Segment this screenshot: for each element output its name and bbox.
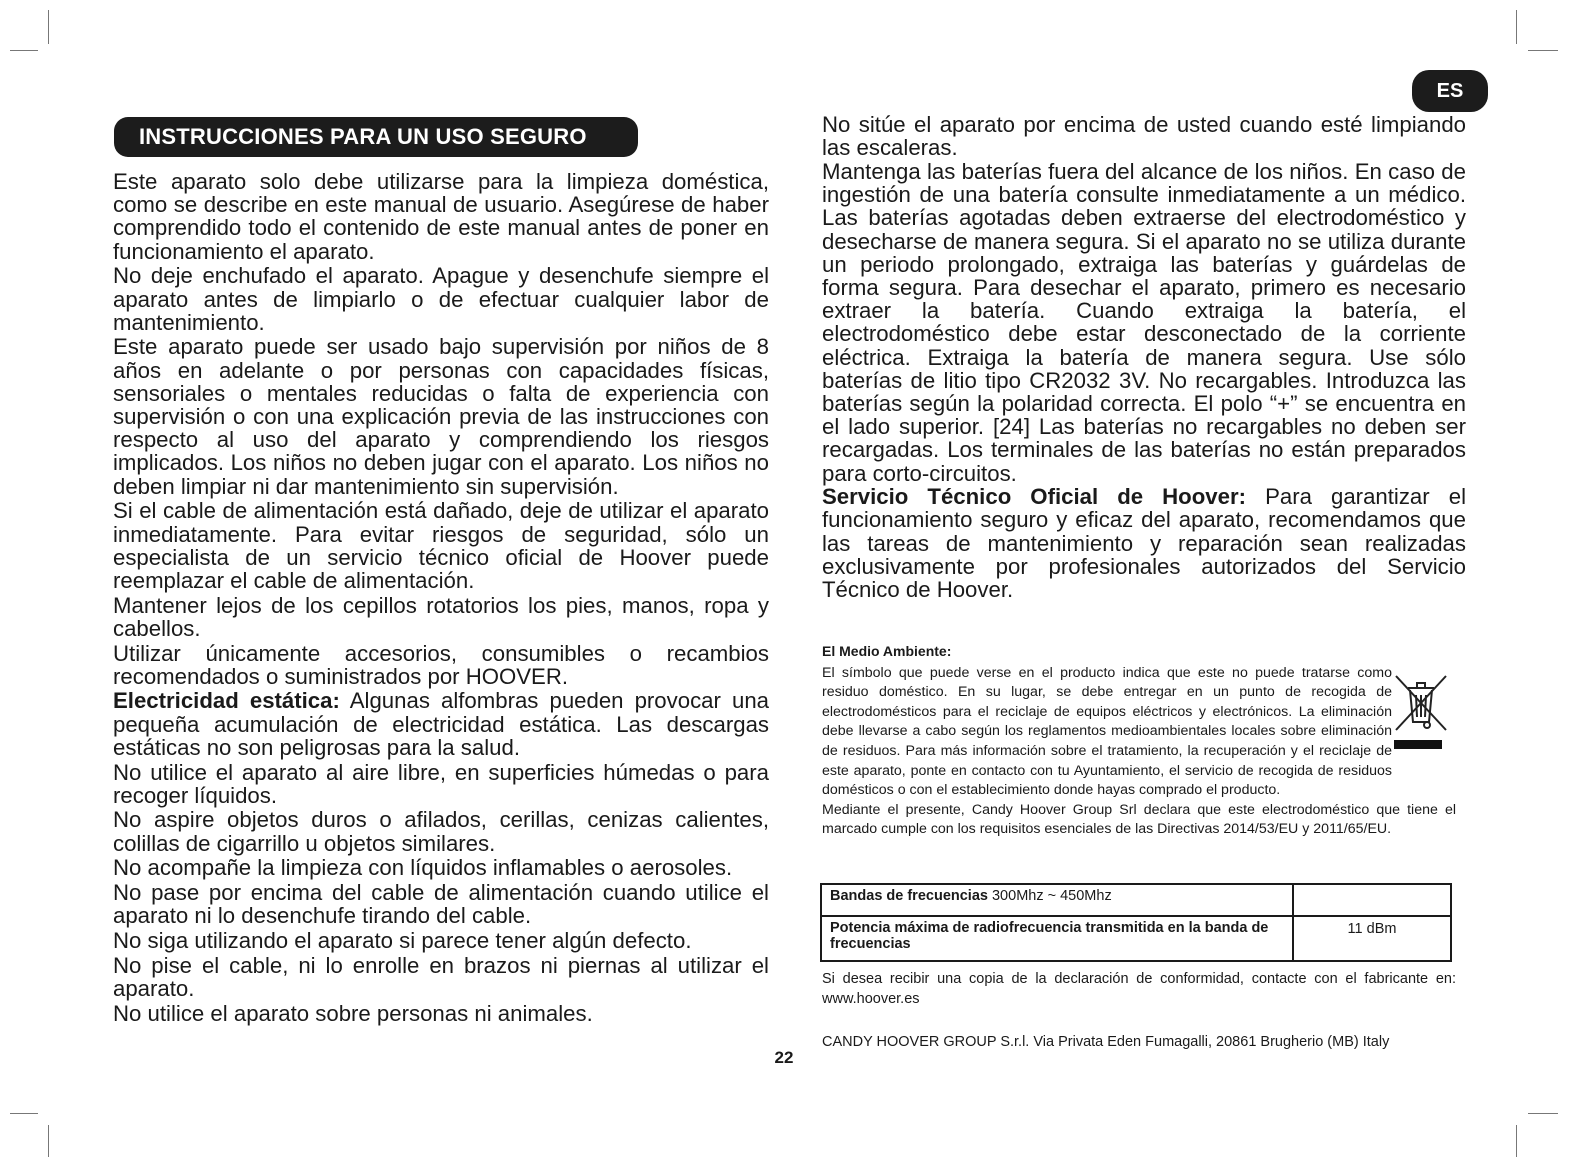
static-electricity-label: Electricidad estática: xyxy=(113,688,340,714)
paragraph: No acompañe la limpieza con líquidos inflamables o aerosoles. xyxy=(113,855,733,881)
paragraph: No pase por encima del cable de alimentación cuando utilice el aparato ni lo desenchufe tirando del cable. xyxy=(113,880,769,929)
right-column xyxy=(822,113,1466,602)
service-paragraph xyxy=(822,485,1466,601)
paragraph: Este aparato solo debe utilizarse para la limpieza doméstica, como se describe en este manual de usuario. Asegúrese de haber comprendido todo el contenido de este manual antes de poner en funcionamiento el aparato. xyxy=(113,169,769,264)
service-text: Para garantizar el funcionamiento seguro y eficaz del aparato, recomendamos que las tareas de mantenimiento y reparación sean realizadas exclusivamente por profesionales autorizados del Servicio Técnico de Hoover. xyxy=(822,484,1466,603)
paragraph: No deje enchufado el aparato. Apague y desenchufe siempre el aparato antes de limpiarlo o de efectuar cualquier labor de mantenimiento. xyxy=(113,263,769,335)
crop-mark xyxy=(48,10,49,44)
paragraph: Mantener lejos de los cepillos rotatorios los pies, manos, ropa y cabellos. xyxy=(113,592,769,641)
paragraph: No utilice el aparato al aire libre, en superficies húmedas o para recoger líquidos. xyxy=(113,759,769,808)
page-number: 22 xyxy=(774,1048,794,1067)
left-column xyxy=(113,170,769,1026)
language-badge: ES xyxy=(1412,70,1488,112)
freq-band-value: 300Mhz ~ 450Mhz xyxy=(987,888,1112,904)
crop-mark xyxy=(48,1125,49,1157)
table-cell-value xyxy=(1293,884,1451,916)
freq-band-label: Bandas de frecuencias xyxy=(830,888,988,904)
paragraph: No siga utilizando el aparato si parece tener algún defecto. xyxy=(113,928,692,953)
max-power-label: Potencia máxima de radiofrecuencia transmitida en la banda de frecuencias xyxy=(830,920,1269,952)
service-label: Servicio Técnico Oficial de Hoover: xyxy=(822,484,1246,510)
environment-title: El Medio Ambiente: xyxy=(822,643,952,659)
crop-mark xyxy=(10,1113,38,1114)
paragraph: Mantenga las baterías fuera del alcance de los niños. En caso de ingestión de una batería consulte inmediatamente a un médico. Las baterías agotadas deben extraerse del electrodoméstico y desecharse de manera segura. Si el aparato no se utiliza durante un periodo prolongado, extraiga las baterías y guárdelas de forma segura. Para desechar el aparato, primero es necesario extraer la batería. Cuando extraiga la batería, el electrodoméstico debe estar desconectado de la corriente eléctrica. Extraiga la batería de manera segura. Use sólo baterías de litio tipo CR2032 3V. No recargables. Introduzca las baterías según la polaridad correcta. El polo “+” se encuentra en el lado superior. [24] Las baterías no recargables no deben ser recargadas. Los terminales de las baterías no están preparados para corto-circuitos. xyxy=(822,158,1466,486)
section-title: INSTRUCCIONES PARA UN USO SEGURO xyxy=(114,117,638,157)
crop-mark xyxy=(1528,1113,1558,1114)
static-electricity-text: Algunas alfombras pueden provocar una pequeña acumulación de electricidad estática. Las descargas estáticas no son peligrosas para la salud. xyxy=(113,688,769,760)
table-row xyxy=(821,884,1451,916)
paragraph: No utilice el aparato sobre personas ni animales. xyxy=(113,1000,593,1026)
paragraph: Utilizar únicamente accesorios, consumibles o recambios recomendados o suministrados por HOOVER. xyxy=(113,640,769,689)
table-cell-value: 11 dBm xyxy=(1293,916,1451,961)
paragraph: No aspire objetos duros o afilados, cerillas, cenizas calientes, colillas de cigarrillo u objetos similares. xyxy=(113,807,769,856)
table-cell-label xyxy=(821,916,1293,961)
crop-mark xyxy=(10,50,38,51)
crossed-out-wheelie-bin-icon xyxy=(1392,672,1450,754)
frequency-table xyxy=(820,883,1452,962)
static-electricity-paragraph xyxy=(113,689,769,759)
crop-mark xyxy=(1516,10,1517,44)
company-address: CANDY HOOVER GROUP S.r.l. Via Privata Eden Fumagalli, 20861 Brugherio (MB) Italy xyxy=(822,1034,1390,1050)
paragraph: Este aparato puede ser usado bajo supervisión por niños de 8 años en adelante o por personas con capacidades físicas, sensoriales o mentales reducidas o falta de experiencia con supervisión o con una explicación previa de las instrucciones con respecto al uso del aparato y comprendiendo los riesgos implicados. Los niños no deben jugar con el aparato. Los niños no deben limpiar ni dar mantenimiento sin supervisión. xyxy=(113,334,769,499)
crop-mark xyxy=(1516,1125,1517,1157)
conformity-text: Mediante el presente, Candy Hoover Group Srl declara que este electrodoméstico que tiene el marcado cumple con los requisitos esenciales de las Directivas 2014/53/EU y 2011/65/EU. xyxy=(822,801,1456,838)
table-cell-label xyxy=(821,884,1293,916)
environment-section xyxy=(822,642,1456,840)
declaration-text: Si desea recibir una copia de la declaración de conformidad, contacte con el fabricante en: www.hoover.es xyxy=(822,971,1456,1007)
paragraph: No pise el cable, ni lo enrolle en brazos ni piernas al utilizar el aparato. xyxy=(113,952,769,1001)
table-row xyxy=(821,916,1451,961)
crop-mark xyxy=(1528,50,1558,51)
environment-text: El símbolo que puede verse en el producto indica que este no puede tratarse como residuo doméstico. En su lugar, se debe entregar en un punto de recogida de electrodomésticos para el reciclaje de equipos eléctricos y electrónicos. La eliminación debe llevarse a cabo según los reglamentos medioambientales locales sobre eliminación de residuos. Para más información sobre el tratamiento, la recuperación y el reciclaje de este aparato, ponte en contacto con tu Ayuntamiento, el servicio de recogida de residuos domésticos o con el establecimiento donde hayas comprado el producto. xyxy=(822,664,1392,799)
paragraph: No sitúe el aparato por encima de usted cuando esté limpiando las escaleras. xyxy=(822,112,1466,161)
paragraph: Si el cable de alimentación está dañado, deje de utilizar el aparato inmediatamente. Para evitar riesgos de seguridad, sólo un especialista de un servicio técnico oficial de Hoover puede reemplazar el cable de alimentación. xyxy=(113,498,769,593)
